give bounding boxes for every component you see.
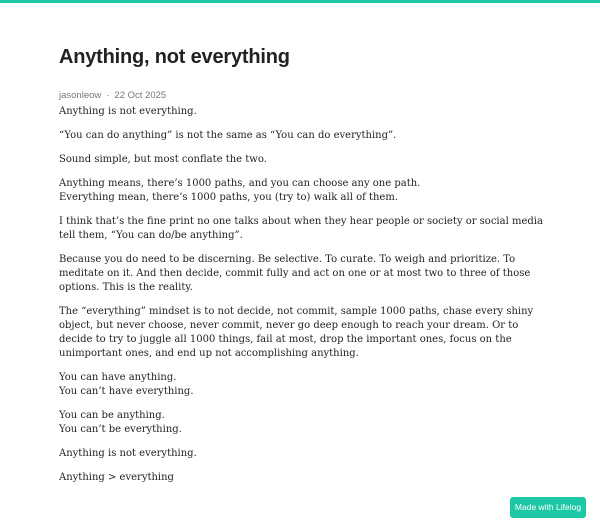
paragraph-line: You can’t have everything. (59, 386, 194, 397)
paragraph-line: Anything is not everything. (59, 106, 197, 117)
paragraph-line: You can be anything. (59, 410, 165, 421)
post-body (59, 105, 549, 485)
paragraph (59, 215, 549, 243)
paragraph (59, 105, 549, 119)
paragraph-line: You can have anything. (59, 372, 177, 383)
paragraph-line: Anything means, there’s 1000 paths, and you can choose any one path. (59, 178, 421, 189)
paragraph-line: Because you do need to be discerning. Be selective. To curate. To weigh and prioritize. To meditate on it. And then decide, commit fully and act on one or at most two to three of those options. This is the reality. (59, 254, 531, 293)
paragraph-line: “You can do anything” is not the same as “You can do everything”. (59, 130, 397, 141)
paragraph-line: Everything mean, there’s 1000 paths, you (try to) walk all of them. (59, 192, 399, 203)
paragraph (59, 471, 549, 485)
top-accent-bar (0, 0, 600, 3)
paragraph (59, 371, 549, 399)
post-title: Anything, not everything (59, 46, 290, 68)
paragraph-line: Anything is not everything. (59, 448, 197, 459)
paragraph-line: The “everything” mindset is to not decide, not commit, sample 1000 paths, chase every shiny object, but never choose, never commit, never go deep enough to reach your dream. Or to decide to try to juggle all 1000 things, fail at most, drop the important ones, focus on the unimportant ones, and end up not accomplishing anything. (59, 306, 534, 359)
paragraph (59, 305, 549, 361)
post-date: 22 Oct 2025 (114, 90, 167, 101)
meta-separator: · (106, 90, 110, 101)
paragraph (59, 153, 549, 167)
paragraph (59, 129, 549, 143)
author-link[interactable]: jasonleow (59, 90, 102, 101)
post-meta (59, 89, 549, 102)
paragraph (59, 253, 549, 295)
made-with-lifelog-button[interactable]: Made with Lifelog (510, 497, 586, 518)
post (59, 44, 549, 495)
paragraph (59, 447, 549, 461)
paragraph-line: Anything > everything (59, 472, 174, 483)
paragraph-line: You can’t be everything. (59, 424, 182, 435)
paragraph (59, 409, 549, 437)
paragraph-line: Sound simple, but most conflate the two. (59, 154, 267, 165)
paragraph (59, 177, 549, 205)
paragraph-line: I think that’s the fine print no one talks about when they hear people or society or social media tell them, “You can do/be anything”. (59, 216, 543, 241)
